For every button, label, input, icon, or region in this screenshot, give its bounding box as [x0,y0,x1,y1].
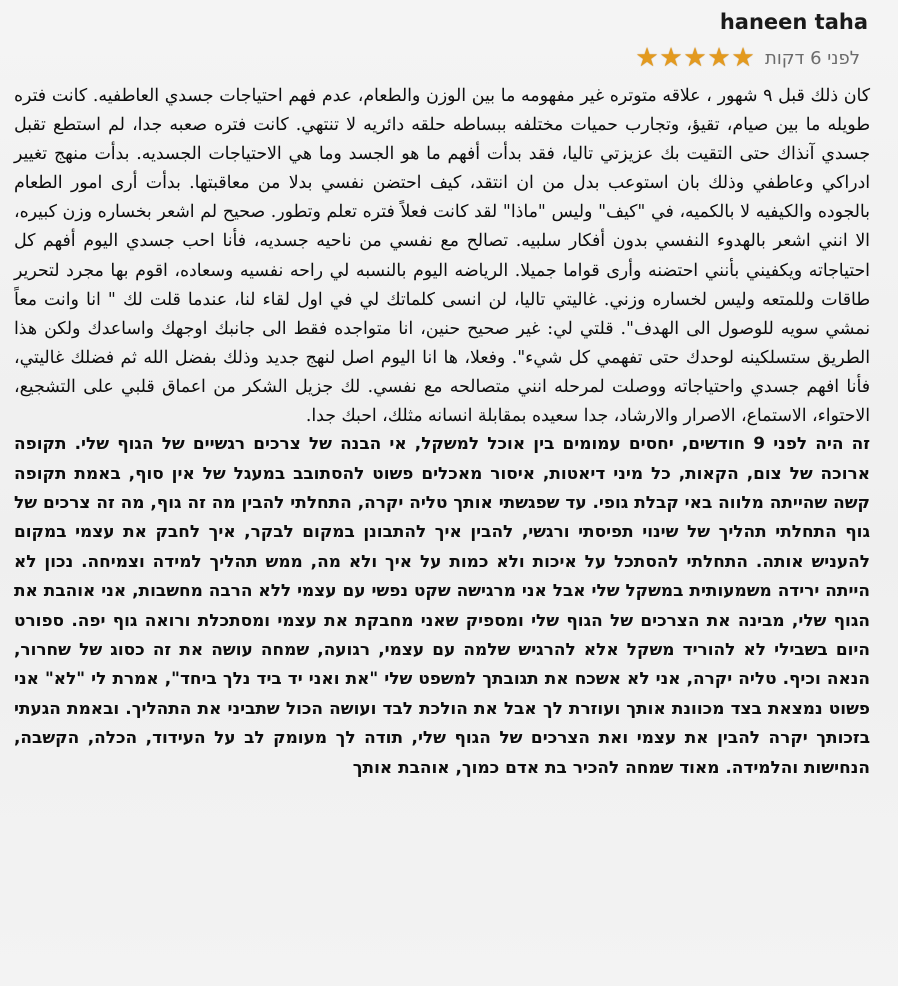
reviewer-name[interactable]: haneen taha [719,10,868,34]
star-icon: ★ [635,43,659,73]
review-body [14,82,870,782]
review-text-arabic: كان ذلك قبل ٩ شهور ، علاقه متوتره غير مفهومه ما بين الوزن والطعام، عدم فهم احتياجات جسدي العاطفيه. كانت فتره طويله ما بين صيام، تقيؤ، وتجارب حميات مختلفه ببساطه حلقه دائريه لا تنتهي. كانت فتره صعبه جدا، لم استطع تقبل جسدي آنذاك حتى التقيت بك عزيزتي تاليا، فقد بدأت أفهم ما هو الجسد وما هي الاحتياجات الجسديه. بدأت منهج تغيير ادراكي وعاطفي وذلك بان استوعب بدل من ان انتقد، كيف احتضن نفسي بدلا من معاقبتها. بدأت أرى امور الطعام بالجوده والكيفيه لا بالكميه، في "كيف" وليس "ماذا" لقد كانت فعلاً فتره تعلم وتطور. صحيح لم اشعر بخساره وزن كبيره، الا انني اشعر بالهدوء النفسي بدون أفكار سلبيه. تصالح مع نفسي من ناحيه جسديه، فأنا احب جسدي اليوم أفهم كل احتياجاته ويكفيني بأنني احتضنه وأرى قواما جميلا. الرياضه اليوم بالنسبه لي راحه نفسيه وسعاده، اقوم بها مجرد لتحرير طاقات وللمتعه وليس لخساره وزني. غاليتي تاليا، لن انسى كلماتك لي في اول لقاء لنا، عندما قلت لك " انا وانت معاً نمشي سويه للوصول الى الهدف". قلتي لي: غير صحيح حنين، انا متواجده فقط الى جانبك اوجهك واساعدك ولكن هذا الطريق ستسلكينه لوحدك حتى تفهمي كل شيء". وفعلا، ها انا اليوم اصل لنهج جديد وذلك بفضل الله ثم فضلك غاليتي، فأنا افهم جسدي واحتياجاته ووصلت لمرحله انني متصالحه مع نفسي. لك جزيل الشكر من اعماق قلبي على التشجيع، الاحتواء، الاستماع، الاصرار والارشاد، جدا سعيده بمقابلة انسانه مثلك، احبك جدا. [14,86,870,427]
rating-row [635,45,868,71]
star-icon: ★ [659,43,683,73]
review-time: לפני 6 דקות [765,47,860,69]
star-icon: ★ [707,43,731,73]
star-icon: ★ [683,43,707,73]
review-header [548,10,868,73]
star-icon: ★ [731,43,755,73]
review-text-hebrew: זה היה לפני 9 חודשים, יחסים עמומים בין אוכל למשקל, אי הבנה של צרכים רגשיים של הגוף שלי. תקופה ארוכה של צום, הקאות, כל מיני דיאטות, איסור מאכלים פשוט להסתובב במעגל של אין סוף, באמת תקופה קשה שהייתה מלווה באי קבלת גופי. עד שפגשתי אותך טליה יקרה, התחלתי להבין מה זה גוף, מה זה צרכים של גוף התחלתי תהליך של שינוי תפיסתי ורגשי, להבין איך להתבונן במקום לבקר, איך לחבק את עצמי במקום להעניש אותה. התחלתי להסתכל על איכות ולא כמות על איך ולא מה, ממש תהליך למידה וצמיחה. נכון לא הייתה ירידה משמעותית במשקל שלי אבל אני מרגישה שקט נפשי עם עצמי ללא הרבה מחשבות, אני אוהבת את הגוף שלי, מבינה את הצרכים של הגוף שלי ומספיק שאני מחבקת את עצמי ומסתכלת ורואה גוף יפה. ספורט היום בשבילי לא להוריד משקל אלא להרגיש שלמה עם עצמי, רגועה, שמחה עושה את זה כסוג של שחרור, הנאה וכיף. טליה יקרה, אני לא אשכח את תגובתך למשפט שלי "את ואני יד ביד נלך ביחד", אמרת לי "לא" אני פשוט נמצאת בצד מכוונת אותך ועוזרת לך אבל את הולכת לבד ועושה הכול שתביני את התהליך. ובאמת הגעתי בזכותך יקרה להבין את עצמי ואת הצרכים של הגוף שלי, תודה לך מעומק לב על העידוד, הכלה, הקשבה, הנחישות והלמידה. מאוד שמחה להכיר בת אדם כמוך, אוהבת אותך [14,433,870,777]
star-rating [635,45,755,71]
